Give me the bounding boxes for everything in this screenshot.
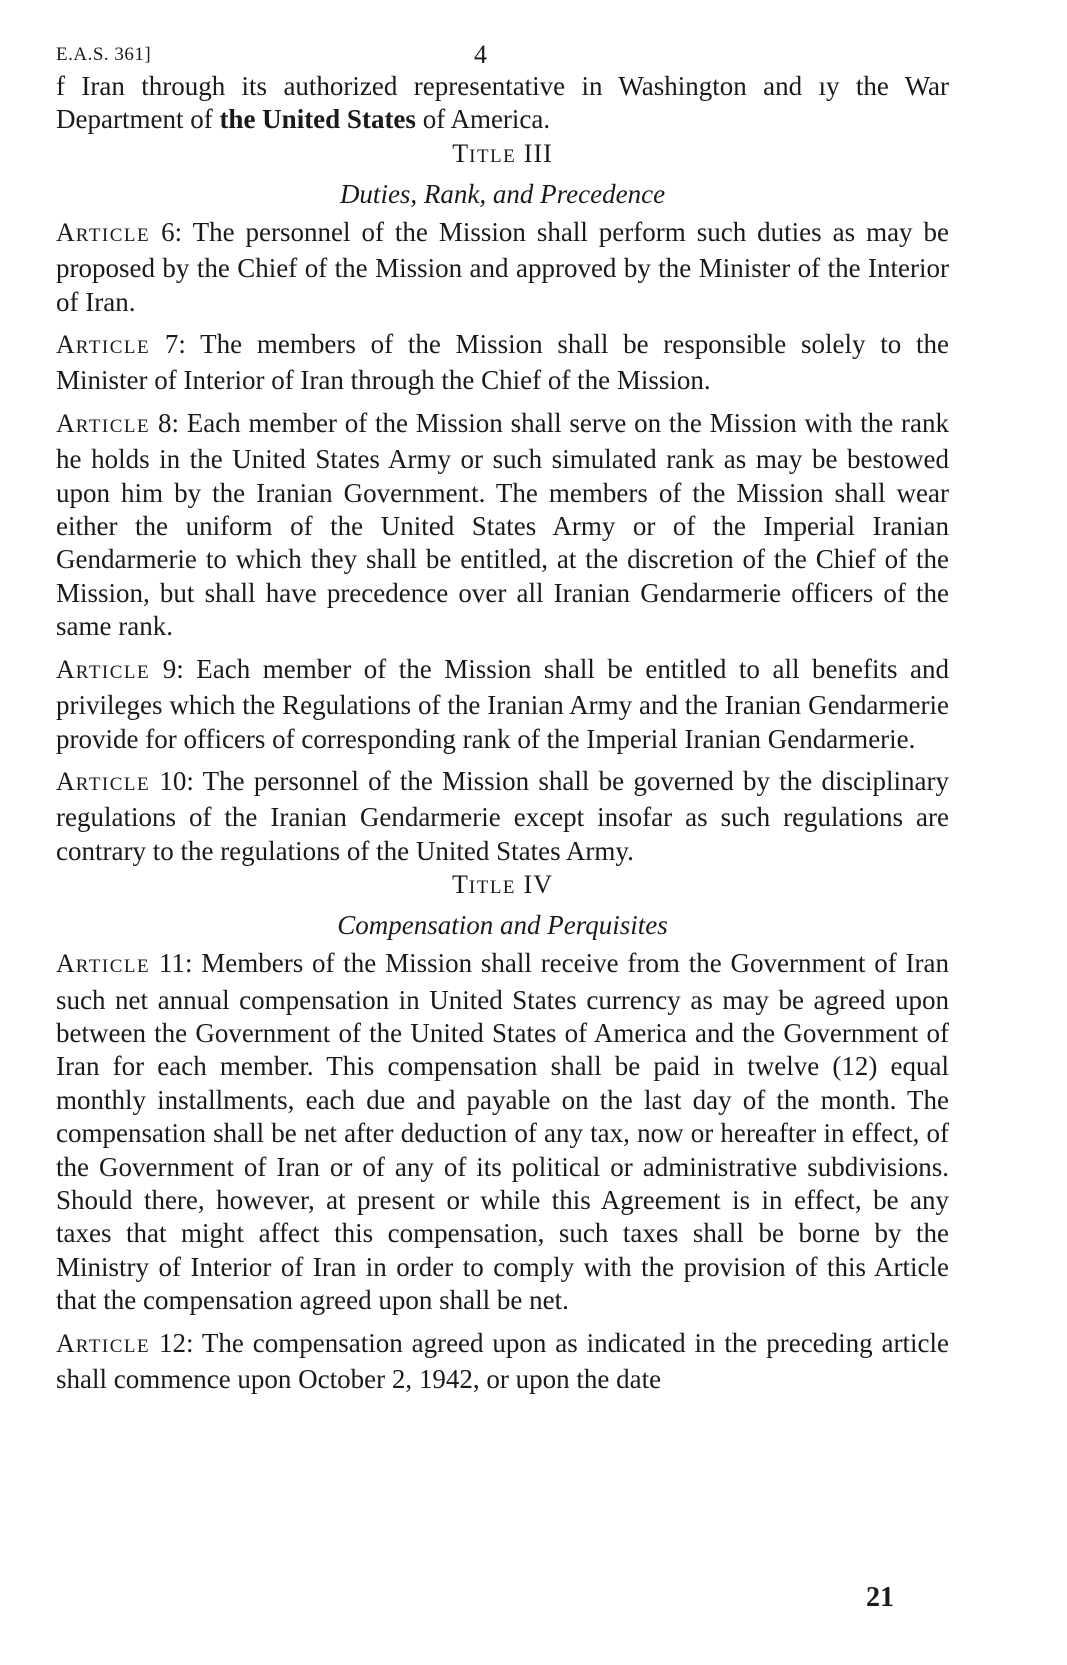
article-6-text: : The personnel of the Mission shall perform such duties as may be proposed by the Chief of the Mission and approved by the Minister of the Interior of Iran. bbox=[56, 216, 950, 317]
article-9 bbox=[56, 653, 949, 756]
article-11-text: : Members of the Mission shall receive from the Government of Iran such net annual compensation in United States currency as may be agreed upon between the Government of the United States of America and the Government of Iran for each member. This compensation shall be paid in twelve (12) equal monthly installments, each due and payable on the last day of the month. The compensation shall be net after deduction of any tax, now or hereafter in effect, of the Government of Iran or of any of its political or administrative subdivisions. Should there, however, at present or while this Agreement is in effect, be any taxes that might affect this compensation, such taxes shall be borne by the Ministry of Interior of Iran in order to comply with the provision of this Article that the compensation agreed upon shall be net. bbox=[56, 948, 949, 1316]
opening-line-2-prefix: ıy the War Department of bbox=[56, 71, 950, 135]
article-9-text: : Each member of the Mission shall be entitled to all benefits and privileges which the Regulations of the Iranian Army and the Iranian Gendarmerie provide for officers of corresponding rank of the Imperial Iranian Gendarmerie. bbox=[56, 653, 949, 754]
title-iv-word: TITLE bbox=[452, 870, 517, 900]
article-8 bbox=[56, 407, 949, 644]
title-iii-word: TITLE bbox=[452, 138, 517, 168]
article-11-label: ARTICLE bbox=[56, 949, 151, 979]
title-iii-subtitle: Duties, Rank, and Precedence bbox=[339, 178, 666, 209]
article-10-number: 10 bbox=[159, 765, 187, 796]
page-number: 4 bbox=[474, 40, 487, 69]
article-6-number: 6 bbox=[161, 216, 175, 247]
article-11 bbox=[56, 947, 949, 1317]
article-7-label: ARTICLE bbox=[56, 330, 151, 360]
article-8-text: : Each member of the Mission shall serve on the Mission with the rank he holds in the United States Army or such simulated rank as may be bestowed upon him by the Iranian Government. The members of the Mission shall wear either the uniform of the United States Army or of the Imperial Iranian Gendarmerie to which they shall be entitled, at the discretion of the Chief of the Mission, but shall have precedence over all Iranian Gendarmerie officers of the same rank. bbox=[56, 407, 950, 642]
opening-paragraph bbox=[56, 70, 949, 137]
article-8-label: ARTICLE bbox=[56, 408, 151, 438]
article-9-number: 9 bbox=[162, 653, 177, 684]
article-11-number: 11 bbox=[158, 948, 185, 979]
article-12-number: 12 bbox=[159, 1327, 187, 1358]
article-10 bbox=[56, 765, 949, 868]
title-iv-heading bbox=[56, 868, 949, 905]
article-9-label: ARTICLE bbox=[56, 654, 151, 684]
folio-number: 21 bbox=[866, 1582, 894, 1613]
article-10-label: ARTICLE bbox=[56, 766, 151, 796]
article-10-text: : The personnel of the Mission shall be governed by the disciplinary regulations of the Iranian Gendarmerie except insofar as such regulations are contrary to the regulations of the United States Army. bbox=[56, 765, 949, 866]
article-8-number: 8 bbox=[157, 407, 172, 438]
document-page bbox=[56, 40, 949, 1396]
opening-line-2-suffix: of America. bbox=[415, 104, 551, 135]
opening-line-1: f Iran through its authorized representative in Washington and bbox=[56, 71, 803, 101]
article-12 bbox=[56, 1327, 949, 1397]
article-12-text: : The compensation agreed upon as indicated in the preceding article shall commence upon October 2, 1942, or upon the date bbox=[56, 1327, 949, 1394]
article-7 bbox=[56, 328, 949, 398]
article-7-text: : The members of the Mission shall be responsible solely to the Minister of Interior of Iran through the Chief of the Mission. bbox=[56, 329, 949, 396]
article-6 bbox=[56, 216, 949, 319]
series-reference: E.A.S. 361] bbox=[56, 44, 152, 65]
title-iv-subtitle: Compensation and Perquisites bbox=[337, 910, 668, 941]
article-6-label: ARTICLE bbox=[56, 217, 151, 247]
article-7-number: 7 bbox=[164, 329, 179, 360]
title-iii-roman: III bbox=[523, 138, 553, 168]
opening-line-2-bold: the United States bbox=[219, 104, 416, 135]
title-iv-roman: IV bbox=[523, 870, 553, 900]
article-12-label: ARTICLE bbox=[56, 1328, 151, 1358]
title-iii-heading bbox=[56, 137, 949, 174]
page-header bbox=[56, 40, 949, 70]
